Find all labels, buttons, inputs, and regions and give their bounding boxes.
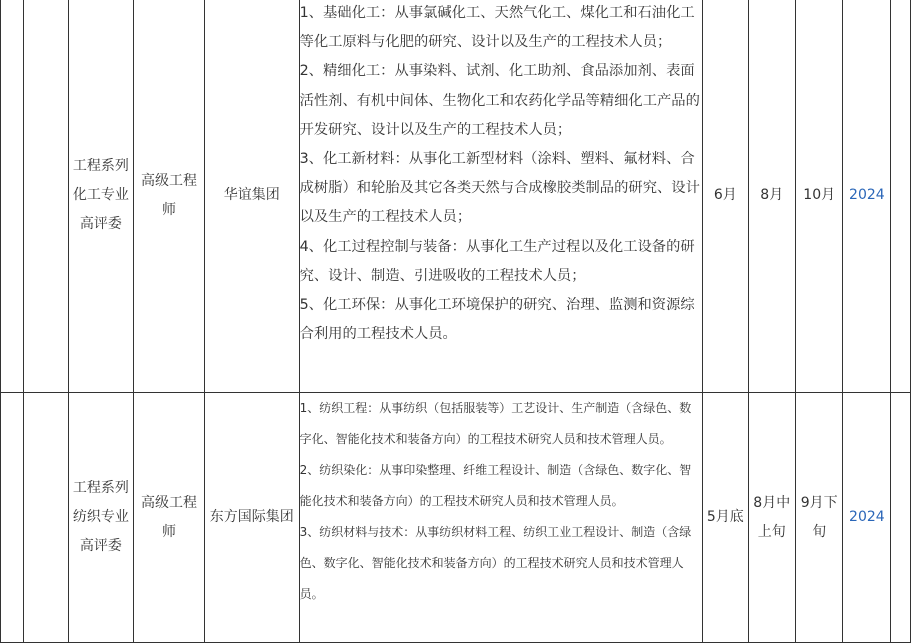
committee-line: 纺织专业 — [72, 509, 129, 525]
month-b-line: 上旬 — [757, 523, 786, 540]
committee-line: 高评委 — [79, 216, 122, 232]
scope-item: 3、纺织材料与技术：从事纺织材料工程、纺织工业工程设计、制造（含绿色、数字化、智能化技术和装备方向）的工程技术研究人员和技术管理人员。 — [299, 525, 692, 601]
month-a-cell — [703, 0, 748, 393]
scope-cell — [299, 393, 702, 643]
blank-cell — [891, 393, 911, 643]
scope-item: 4、化工过程控制与装备：从事化工生产过程以及化工设备的研究、设计、制造、引进吸收的工程技术人员； — [299, 238, 695, 284]
scope-item: 3、化工新材料：从事化工新型材料（涂料、塑料、氟材料、合成树脂）和轮胎及其它各类天然与合成橡胶类制品的研究、设计以及生产的工程技术人员； — [299, 151, 700, 226]
month-c-line: 10月 — [803, 187, 836, 203]
scope-item: 2、精细化工：从事染料、试剂、化工助剂、食品添加剂、表面活性剂、有机中间体、生物化工和农药化学品等精细化工产品的开发研究、设计以及生产的工程技术人员； — [299, 63, 700, 138]
month-c-line: 9月下 — [800, 494, 838, 511]
org-cell: 东方国际集团 — [204, 393, 299, 643]
title-cell — [133, 393, 204, 643]
committee-line: 工程系列 — [72, 480, 129, 496]
title-line: 师 — [161, 523, 176, 540]
scope-item: 1、基础化工：从事氯碱化工、天然气化工、煤化工和石油化工等化工原料与化肥的研究、设计以及生产的工程技术人员； — [299, 5, 695, 51]
blank-cell — [23, 0, 68, 393]
year-cell: 2024 — [843, 0, 891, 393]
scope-item: 5、化工环保：从事化工环境保护的研究、治理、监测和资源综合利用的工程技术人员。 — [299, 297, 695, 343]
month-a-line: 6月 — [713, 187, 737, 203]
month-b-cell — [748, 0, 795, 393]
committee-line: 高评委 — [79, 538, 122, 554]
month-c-line: 旬 — [812, 523, 827, 540]
blank-cell — [891, 0, 911, 393]
month-b-cell — [748, 393, 795, 643]
title-line: 高级工程 — [140, 172, 197, 189]
scope-item: 1、纺织工程：从事纺织（包括服装等）工艺设计、生产制造（含绿色、数字化、智能化技术和装备方向）的工程技术研究人员和技术管理人员。 — [299, 401, 692, 446]
month-c-cell — [795, 393, 843, 643]
committee-line: 化工专业 — [72, 187, 129, 203]
scope-cell — [299, 0, 702, 393]
month-b-line: 8月中 — [753, 494, 791, 511]
committee-line: 工程系列 — [72, 158, 129, 174]
title-cell — [133, 0, 204, 393]
table-row — [1, 393, 911, 643]
blank-cell — [23, 393, 68, 643]
title-line: 师 — [161, 201, 176, 218]
title-line: 高级工程 — [140, 494, 197, 511]
table-row — [1, 0, 911, 393]
scope-item: 2、纺织染化：从事印染整理、纤维工程设计、制造（含绿色、数字化、智能化技术和装备方向）的工程技术研究人员和技术管理人员。 — [299, 463, 692, 508]
org-cell: 华谊集团 — [204, 0, 299, 393]
committee-cell — [68, 0, 133, 393]
month-c-cell — [795, 0, 843, 393]
year-cell: 2024 — [843, 393, 891, 643]
blank-cell — [1, 393, 24, 643]
blank-cell — [1, 0, 24, 393]
month-a-cell — [703, 393, 748, 643]
month-a-line: 5月底 — [706, 509, 744, 525]
committee-cell — [68, 393, 133, 643]
month-b-line: 8月 — [760, 187, 784, 203]
